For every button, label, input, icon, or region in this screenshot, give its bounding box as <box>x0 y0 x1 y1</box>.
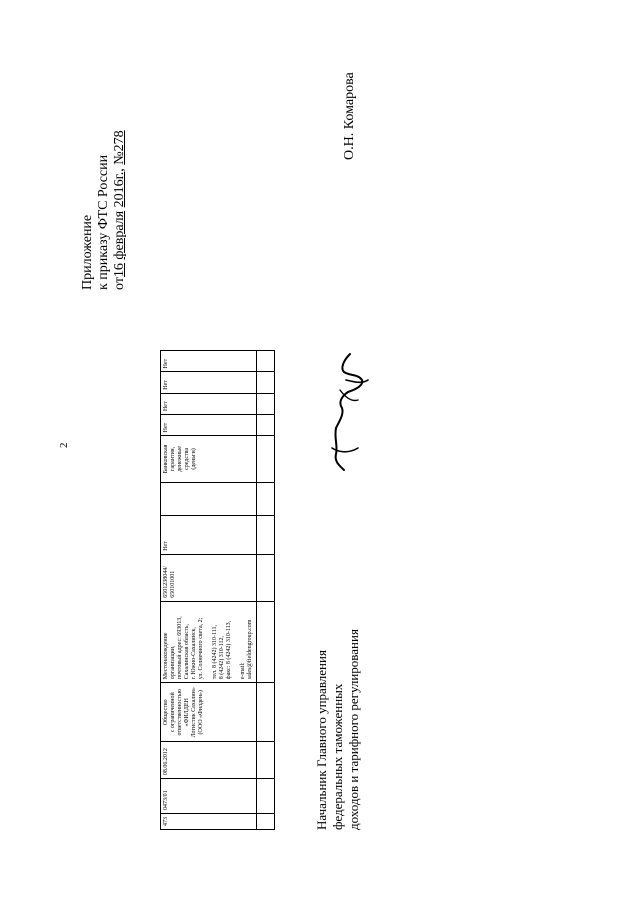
row-number: 473 <box>161 814 257 830</box>
address-cell: Местонахождение организации, почтовый адрес: 693013, Сахалинская область, г. Южно-Сахалинск, ул. Солнечного света, 2; тел. 8 (4242) 310-111, 8 (4242) 310-112, факс: 8 (4242) 310-113, e-mail: sales@fieldengroup.com <box>161 601 257 683</box>
handwritten-signature <box>318 350 378 480</box>
registry-table-wrapper <box>160 350 275 830</box>
page-number: 2 <box>58 442 70 448</box>
col-net-2: Нет <box>161 415 257 436</box>
signer-title-line-2: федеральных таможенных <box>330 683 345 830</box>
appendix-date-line: от16 февраля 2016г., №278 <box>112 130 127 290</box>
date-month: февраля <box>112 210 127 260</box>
col-net-1: Нет <box>161 516 257 554</box>
inn-kpp-cell: 6501238044/ 650101001 <box>161 554 257 601</box>
order-number: №278 <box>112 130 127 165</box>
signer-title-line-3: доходов и тарифного регулирования <box>346 629 361 830</box>
col-net-4: Нет <box>161 372 257 393</box>
col-net-3: Нет <box>161 393 257 414</box>
reg-date: 08.06.2012 <box>161 742 257 779</box>
col-net-5: Нет <box>161 351 257 372</box>
reg-number: 0473/01 <box>161 779 257 814</box>
signer-title-line-1: Начальник Главного управления <box>314 650 329 830</box>
date-day: 16 <box>112 263 127 278</box>
col-empty <box>161 482 257 516</box>
registry-table <box>160 350 275 830</box>
table-row <box>161 351 257 830</box>
date-prefix: от <box>112 277 127 290</box>
appendix-order-ref: к приказу ФТС России <box>96 154 111 290</box>
table-row-blank <box>257 351 275 830</box>
appendix-header <box>80 130 128 290</box>
appendix-title: Приложение <box>80 214 95 290</box>
security-cell: Банковская гарантия, денежные средства (деньги) <box>161 436 257 482</box>
signer-name: О.Н. Комарова <box>342 72 357 160</box>
date-year: 2016г. <box>112 171 127 208</box>
signer-title <box>314 629 362 830</box>
org-name-cell: Общество с ограниченной ответственностью «ФИЛДЕН Логистик Сахалин» (ООО «Филден») <box>161 683 257 742</box>
